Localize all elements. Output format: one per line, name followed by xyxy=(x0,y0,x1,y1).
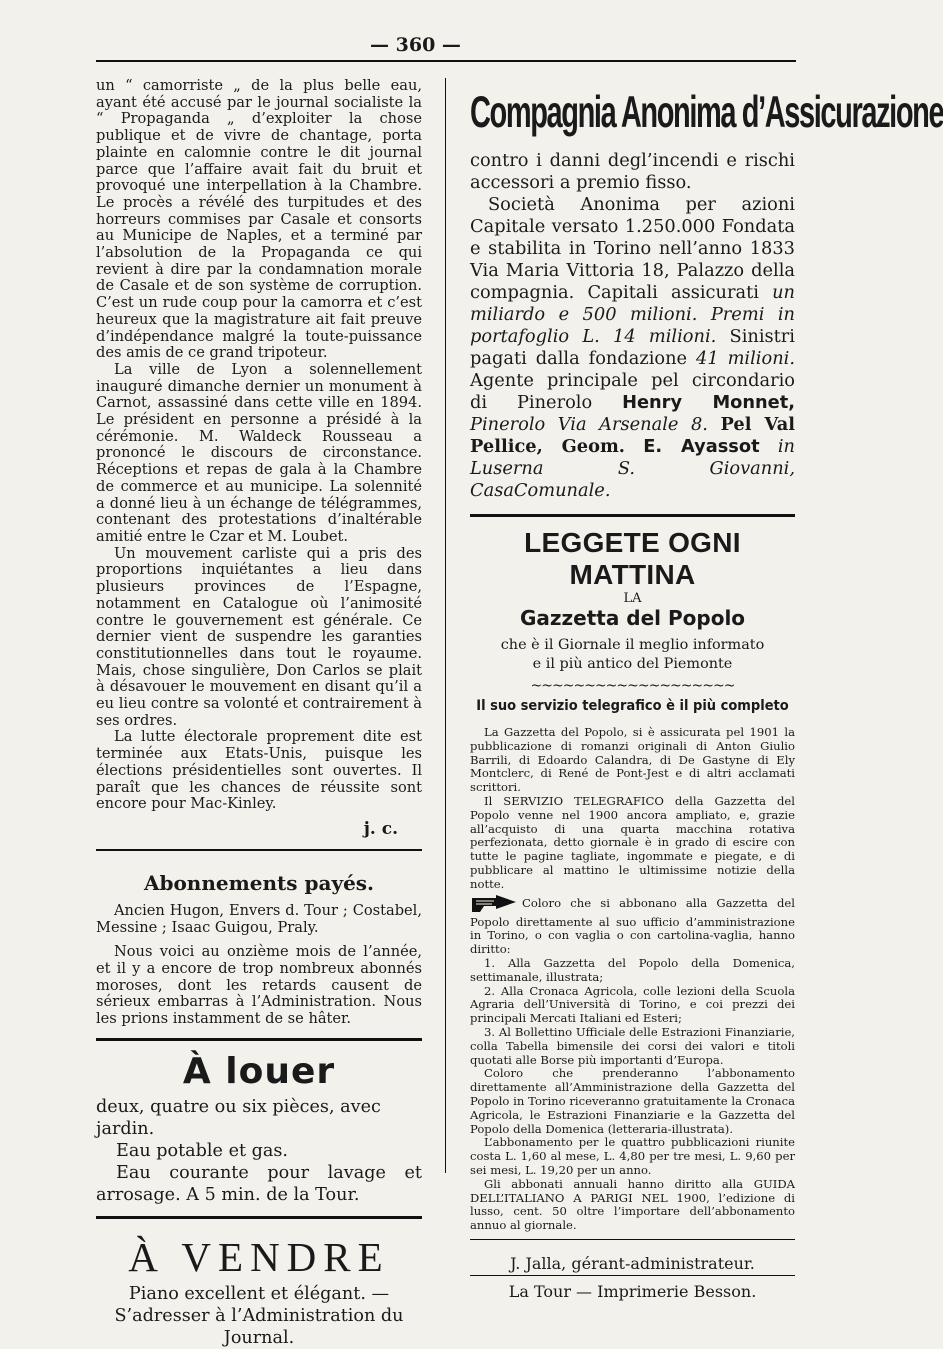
agent-name-ayassot: E. Ayassot xyxy=(643,436,760,457)
section-rule xyxy=(470,514,795,517)
section-rule xyxy=(96,1038,422,1041)
abonnements-note: Nous voici au onzième mois de l’année, et il y a encore de trop nombreux abonnés moroses, dont les retards causent de sérieux embarras à l’Administration. Nous les prions instamment de se hâter. xyxy=(96,943,422,1028)
louer-line-3: Eau courante pour lavage et arrosage. A 5 min. de la Tour. xyxy=(96,1162,422,1205)
gazzetta-para: Il SERVIZIO TELEGRAFICO della Gazzetta del Popolo venne nel 1900 ancora ampliato, e, grazie all’acquisto di una quarta macchina rotativa perfezionata, detto giornale è in grado di escire con tutte le pagine tagliate, ingommate e piegate, e di pubblicare al mattino le ultimissime notizie della notte. xyxy=(470,793,795,891)
agent-name-monnet: Henry Monnet, xyxy=(622,392,795,413)
la-label: LA xyxy=(623,591,642,606)
compagnia-title: Compagnia Anonima d’Assicurazione xyxy=(470,88,943,138)
section-rule xyxy=(470,1239,795,1240)
gazzetta-para: La Gazzetta del Popolo, si è assicurata pel 1901 la pubblicazione di romanzi originali di Anton Giulio Barrili, di Edoardo Calandra, di De Gastyne di Ely Montclerc, di René de Pont-Jest e di altri acclamati scrittori. xyxy=(470,725,795,795)
gazzetta-subtitle-2: e il più antico del Piemonte xyxy=(532,656,733,672)
louer-line-2: Eau potable et gas. xyxy=(116,1140,289,1161)
vendre-text: Piano excellent et élégant. — S’adresser à l’Administration du Journal. xyxy=(114,1283,404,1348)
gazzetta-para: 3. Al Bollettino Ufficiale delle Estrazioni Finanziarie, colla Tabella bimensile dei corsi dei valori e titoli quotati alle Borse più importanti d’Europa. xyxy=(470,1024,795,1067)
gazzetta-para: 1. Alla Gazzetta del Popolo della Domenica, settimanale, illustrata; xyxy=(470,955,795,984)
right-column xyxy=(470,78,943,1301)
abonnements-title: Abonnements payés. xyxy=(143,870,375,895)
imprimerie-line: La Tour — Imprimerie Besson. xyxy=(508,1281,757,1301)
gazzetta-para: L’abbonamento per le quattro pubblicazioni riunite costa L. 1,60 al mese, L. 4,80 per tre mesi, L. 9,60 per sei mesi, L. 19,20 per un anno. xyxy=(470,1135,795,1177)
pointing-hand-icon xyxy=(470,892,518,916)
compagnia-details: Società Anonima per azioni Capitale versato 1.250.000 Fondata e stabilita in Torino nell’anno 1833 Via Maria Vittoria 18, Palazzo della compagnia. Capitali assicurati un miliardo e 500 milioni. Premi in portafoglio L. 14 milioni. Sinistri pagati dalla fondazione 41 milioni. Agente principale pel circondario di Pinerolo Henry Monnet, Pinerolo Via Arsenale 8. Pel Val Pellice, Geom. E. Ayassot in Luserna S. Giovanni, CasaComunale. xyxy=(470,194,796,501)
gazzetta-title: Gazzetta del Popolo xyxy=(519,606,746,630)
louer-line-1: deux, quatre ou six pièces, avec jardin. xyxy=(96,1096,381,1139)
article-carliste: Un mouvement carliste qui a pris des proportions inquiétantes a lieu dans plusieurs provinces de l’Espagne, notamment en Catalogue où l’animosité contre le gouvernement est générale. Ce dernier vient de suspendre les garanties constitutionnelles dans tout le royaume. Mais, chose singulière, Don Carlos se plait à désavouer le mouvement en disant qu’il a eu lieu contre sa volonté et contrairement à ses ordres. xyxy=(96,544,422,729)
louer-title: À louer xyxy=(182,1050,336,1092)
page-number: — 360 — xyxy=(370,34,461,56)
wavy-divider: ~~~~~~~~~~~~~~~~~~~ xyxy=(530,678,735,694)
section-rule xyxy=(96,849,422,851)
servizio-headline: Il suo servizio telegrafico è il più completo xyxy=(476,698,789,714)
compagnia-intro: contro i danni degl’incendi e rischi accessori a premio fisso. xyxy=(470,150,795,193)
section-rule xyxy=(470,1275,795,1276)
abonnements-list: Ancien Hugon, Envers d. Tour ; Costabel, Messine ; Isaac Guigou, Praly. xyxy=(96,901,422,936)
gazzetta-para-hand: Coloro che si abbonano alla Gazzetta del Popolo direttamente al suo ufficio d’amministrazione in Torino, o con vaglia o con cartolina-vaglia, hanno diritto: xyxy=(470,892,795,957)
article-etats-unis: La lutte électorale proprement dite est terminée aux Etats-Unis, puisque les élections présidentielles sont ouvertes. Il paraît que les chances de réussite sont encore pour Mac-Kinley. xyxy=(96,728,422,813)
signature: j. c. xyxy=(363,818,398,839)
article-camorra: un “ camorriste „ de la plus belle eau, ayant été accusé par le journal socialiste la “ Propaganda „ d’exploiter la chose publique et de vivre de chantage, porta plainte en calomnie contre le dit journal parce que l’affaire avait fait du bruit et provoqué une interpellation à la Chambre. Le procès a révélé des turpitudes et des horreurs commises par Casale et consorts au Municipe de Naples, et a terminé par l’absolution de la Propaganda ce qui revient à dire par la condamnation morale de Casale et de son système de corruption. C’est un rude coup pour la camorra et c’est heureux que la magistrature ait fait preuve d’indépendance malgré la toute-puissance des amis de ce grand tripoteur. xyxy=(96,77,422,362)
section-rule xyxy=(96,1216,422,1219)
gazzetta-para: 2. Alla Cronaca Agricola, colle lezioni della Scuola Agraria dell’Università di Torino, e coi prezzi dei principali Mercati Italiani ed Esteri; xyxy=(470,983,795,1026)
leggete-title: LEGGETE OGNI MATTINA xyxy=(524,527,741,590)
left-column xyxy=(96,78,422,1349)
gazzetta-para: Gli abbonati annuali hanno diritto alla GUIDA DELL’ITALIANO A PARIGI NEL 1900, l’edizione di lusso, cent. 50 oltre l’importare dell’abbonamento annuo al giornale. xyxy=(470,1176,795,1233)
gazzetta-subtitle-1: che è il Giornale il meglio informato xyxy=(500,637,765,653)
column-divider xyxy=(445,78,446,1173)
gerant-line: J. Jalla, gérant-administrateur. xyxy=(510,1253,755,1273)
article-lyon: La ville de Lyon a solennellement inauguré dimanche dernier un monument à Carnot, assassiné dans cette ville en 1894. Le président en personne a présidé à la cérémonie. M. Waldeck Rousseau a prononcé le discours de circonstance. Réceptions et repas de gala à la Chambre de commerce et au municipe. La solennité a donné lieu à un échange de télégrammes, contenant des protestations d’inaltérable amitié entre le Czar et M. Loubet. xyxy=(96,360,422,545)
gazzetta-para: Coloro che prenderanno l’abbonamento direttamente all’Amministrazione della Gazzetta del Popolo in Torino riceveranno gratuitamente la Cronaca Agricola, le Estrazioni Finanziarie e la Gazzetta del Popolo della Domenica (letteraria-illustrata). xyxy=(470,1066,795,1136)
vendre-title: À VENDRE xyxy=(128,1233,390,1280)
header-rule xyxy=(96,60,796,62)
